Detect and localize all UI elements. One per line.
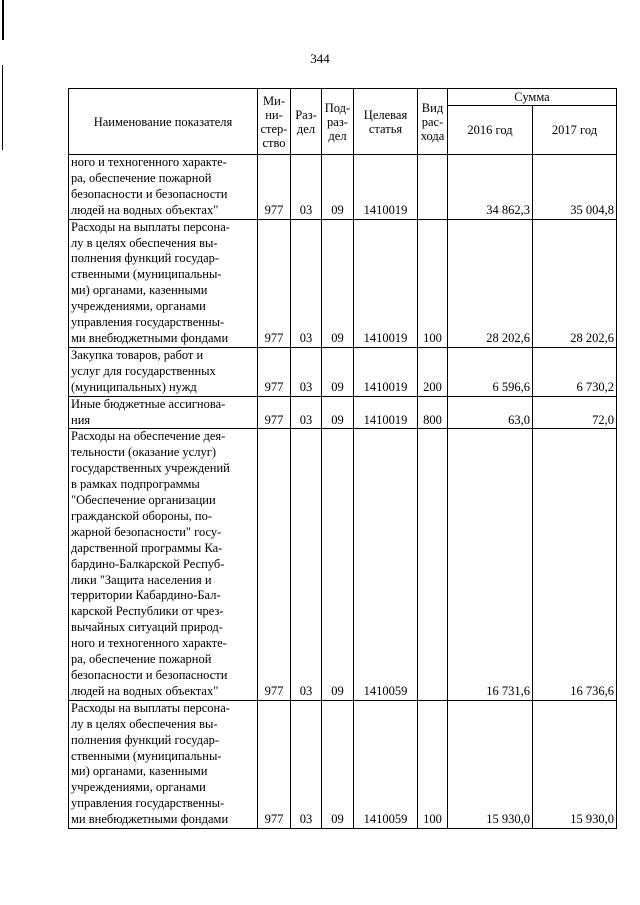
table-row [69, 396, 617, 429]
row-amount-2017: 35 004,8 [533, 155, 617, 220]
row-subsection: 09 [322, 347, 354, 396]
row-section: 03 [291, 429, 322, 700]
row-amount-2017: 16 736,6 [533, 429, 617, 700]
row-name: Расходы на обеспечение дея- тельности (оказание услуг) государственных учреждений в рамках подпрограммы "Обеспечение организации гражданской обороны, по- жарной безопасности" госу- дарственной программы Ка- бардино-Балкарской Респуб- лики "Защита населения и территории Кабардино-Бал- карской Республики от чрез- вычайных ситуаций природ- ного и техногенного характе- ра, обеспечение пожарной безопасности и безопасности людей на водных объектах" [69, 429, 258, 700]
row-subsection: 09 [322, 429, 354, 700]
row-section: 03 [291, 347, 322, 396]
row-expense-type [418, 429, 448, 700]
row-target: 1410019 [354, 396, 418, 429]
row-section: 03 [291, 219, 322, 347]
header-year-2016: 2016 год [448, 106, 533, 155]
row-target: 1410019 [354, 155, 418, 220]
row-name: Расходы на выплаты персона- лу в целях обеспечения вы- полнения функций государ- ственными (муниципальны- ми) органами, казенными учреждениями, органами управления государственны- ми внебюджетными фондами [69, 219, 258, 347]
row-target: 1410019 [354, 219, 418, 347]
row-amount-2016: 15 930,0 [448, 700, 533, 828]
header-ministry: Ми- ни- стер- ство [258, 89, 291, 155]
row-ministry: 977 [258, 347, 291, 396]
row-expense-type: 800 [418, 396, 448, 429]
row-name: Закупка товаров, работ и услуг для государственных (муниципальных) нужд [69, 347, 258, 396]
row-expense-type [418, 155, 448, 220]
row-amount-2017: 6 730,2 [533, 347, 617, 396]
row-ministry: 977 [258, 700, 291, 828]
row-subsection: 09 [322, 219, 354, 347]
row-expense-type: 100 [418, 219, 448, 347]
row-section: 03 [291, 700, 322, 828]
page-number: 344 [310, 51, 330, 66]
row-amount-2017: 15 930,0 [533, 700, 617, 828]
row-subsection: 09 [322, 700, 354, 828]
row-ministry: 977 [258, 429, 291, 700]
header-subsection: Под- раз- дел [322, 89, 354, 155]
row-target: 1410059 [354, 429, 418, 700]
row-section: 03 [291, 155, 322, 220]
header-name: Наименование показателя [69, 89, 258, 155]
table-row [69, 700, 617, 828]
row-ministry: 977 [258, 396, 291, 429]
scan-edge-mark-top [2, 0, 4, 40]
header-expense-type: Вид рас- хода [418, 89, 448, 155]
row-amount-2016: 6 596,6 [448, 347, 533, 396]
row-target: 1410019 [354, 347, 418, 396]
header-section: Раз- дел [291, 89, 322, 155]
row-expense-type: 200 [418, 347, 448, 396]
row-section: 03 [291, 396, 322, 429]
row-name: Расходы на выплаты персона- лу в целях обеспечения вы- полнения функций государ- ственными (муниципальны- ми) органами, казенными учреждениями, органами управления государственны- ми внебюджетными фондами [69, 700, 258, 828]
table-row [69, 155, 617, 220]
row-subsection: 09 [322, 396, 354, 429]
row-amount-2016: 16 731,6 [448, 429, 533, 700]
row-amount-2016: 63,0 [448, 396, 533, 429]
row-expense-type: 100 [418, 700, 448, 828]
row-amount-2017: 72,0 [533, 396, 617, 429]
row-subsection: 09 [322, 155, 354, 220]
table-row [69, 347, 617, 396]
row-ministry: 977 [258, 155, 291, 220]
table-row [69, 429, 617, 700]
table-header-row [69, 89, 617, 106]
header-target: Целевая статья [354, 89, 418, 155]
header-sum: Сумма [448, 89, 617, 106]
header-year-2017: 2017 год [533, 106, 617, 155]
row-amount-2016: 28 202,6 [448, 219, 533, 347]
row-name: Иные бюджетные ассигнова- ния [69, 396, 258, 429]
scan-edge-mark-left [2, 65, 3, 150]
table-row [69, 219, 617, 347]
row-name: ного и техногенного характе- ра, обеспечение пожарной безопасности и безопасности людей на водных объектах" [69, 155, 258, 220]
row-amount-2016: 34 862,3 [448, 155, 533, 220]
budget-table [68, 88, 617, 829]
row-amount-2017: 28 202,6 [533, 219, 617, 347]
row-target: 1410059 [354, 700, 418, 828]
row-ministry: 977 [258, 219, 291, 347]
